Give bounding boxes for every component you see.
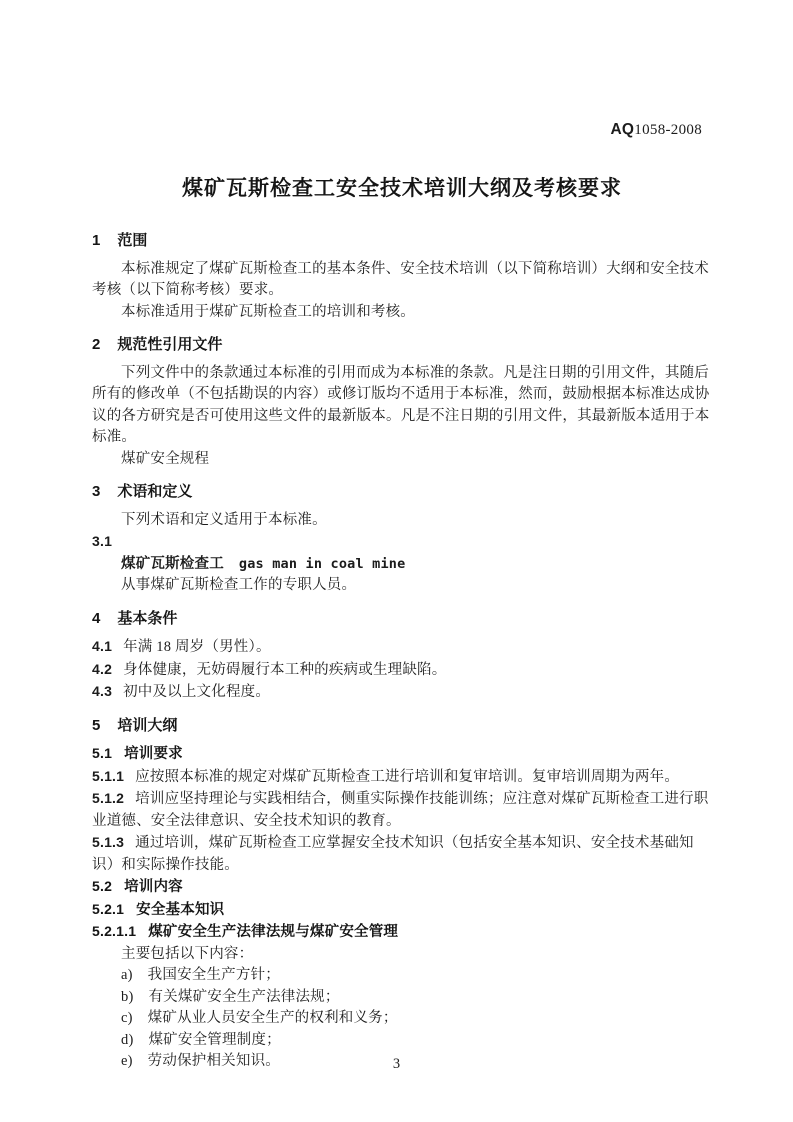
list-intro: 主要包括以下内容：	[121, 945, 254, 962]
section-basic-conditions-heading	[92, 608, 712, 630]
clause-number: 5.2.1.1	[92, 923, 137, 939]
section-number: 4	[92, 609, 101, 627]
term-definition: 从事煤矿瓦斯检查工作的专职人员。	[121, 577, 357, 593]
list-item-text: 有关煤矿安全生产法律法规；	[148, 988, 340, 1005]
clause-number: 5.1.3	[92, 834, 125, 850]
section-title: 基本条件	[117, 609, 178, 627]
paragraph: 本标准适用于煤矿瓦斯检查工的培训和考核。	[121, 303, 415, 320]
section-title: 术语和定义	[117, 483, 193, 500]
section-scope	[92, 230, 712, 323]
clause-4-3	[92, 681, 712, 704]
paragraph: 下列术语和定义适用于本标准。	[121, 511, 327, 528]
section-terms-definitions	[92, 481, 712, 597]
clause-number: 5.1.1	[92, 767, 125, 784]
list-item-a	[121, 965, 712, 987]
section-number: 2	[92, 336, 101, 353]
clause-5-1-3	[92, 832, 712, 876]
list-item-label: b)	[121, 988, 134, 1005]
subsection-title: 安全基本知识	[136, 901, 225, 918]
standard-code	[92, 0, 712, 139]
page-content	[92, 0, 712, 1073]
subsection-5-1-heading	[92, 743, 712, 766]
subsection-5-2-heading	[92, 876, 712, 899]
subsection-5-2-1-heading	[92, 899, 712, 922]
paragraph: 本标准规定了煤矿瓦斯检查工的基本条件、安全技术培训（以下简称培训）大纲和安全技术考核（以下简称考核）要求。	[92, 260, 709, 298]
list-item-label: d)	[121, 1031, 134, 1048]
section-number: 1	[92, 232, 101, 249]
section-training-outline-heading	[92, 715, 712, 737]
list-item-label: a)	[121, 967, 133, 983]
clause-number: 4.2	[92, 660, 113, 677]
section-title: 规范性引用文件	[117, 336, 223, 353]
term-item-number	[92, 531, 712, 554]
clause-number: 4.1	[92, 638, 113, 654]
list-item-text: 我国安全生产方针；	[147, 967, 280, 983]
list-item-d	[121, 1030, 712, 1052]
clause-4-2	[92, 659, 712, 682]
clause-number: 5.1.2	[92, 790, 125, 806]
clause-text: 应按照本标准的规定对煤矿瓦斯检查工进行培训和复审培训。复审培训周期为两年。	[135, 768, 680, 785]
list-item-label: e)	[121, 1053, 133, 1069]
clause-text: 培训应坚持理论与实践相结合，侧重实际操作技能训练；应注意对煤矿瓦斯检查工进行职业道德、安全法律意识、安全技术知识的教育。	[92, 791, 709, 829]
clause-5-1-2	[92, 788, 712, 832]
section-normative-references	[92, 334, 712, 470]
clause-number: 5.2.1	[92, 900, 125, 917]
term-line	[92, 554, 712, 576]
section-normative-references-heading	[92, 334, 712, 356]
clause-text: 初中及以上文化程度。	[123, 684, 271, 700]
list-item-text: 煤矿安全管理制度；	[148, 1031, 281, 1048]
list-item-text: 煤矿从业人员安全生产的权利和义务；	[147, 1010, 398, 1026]
clause-number: 5.2	[92, 878, 113, 894]
list-item-c	[121, 1008, 712, 1030]
clause-number: 5.1	[92, 745, 113, 761]
clause-text: 年满 18 周岁（男性）。	[123, 639, 271, 655]
subsection-5-2-1-1-heading	[92, 921, 712, 944]
document-title: 煤矿瓦斯检查工安全技术培训大纲及考核要求	[182, 177, 622, 200]
clause-number: 4.3	[92, 683, 113, 699]
clause-number: 3.1	[92, 533, 113, 549]
section-terms-definitions-heading	[92, 481, 712, 503]
section-number: 3	[92, 483, 101, 500]
clause-text: 身体健康，无妨碍履行本工种的疾病或生理缺陷。	[123, 661, 447, 678]
referenced-standard: 煤矿安全规程	[121, 450, 210, 467]
section-number: 5	[92, 716, 101, 734]
subsection-title: 煤矿安全生产法律法规与煤矿安全管理	[148, 924, 399, 940]
section-basic-conditions	[92, 608, 712, 704]
list-item-label: c)	[121, 1010, 133, 1026]
subsection-title: 培训内容	[124, 879, 183, 895]
subsection-title: 培训要求	[124, 746, 183, 762]
clause-5-1-1	[92, 766, 712, 789]
term-chinese: 煤矿瓦斯检查工	[121, 555, 224, 572]
section-title: 范围	[117, 232, 148, 249]
section-scope-heading	[92, 230, 712, 252]
term-english: gas man in coal mine	[238, 555, 406, 572]
standard-code-prefix: AQ	[610, 121, 635, 138]
list-item-b	[121, 987, 712, 1009]
section-title: 培训大纲	[117, 716, 178, 734]
clause-text: 通过培训，煤矿瓦斯检查工应掌握安全技术知识（包括安全基本知识、安全技术基础知识）和实际操作技能。	[92, 835, 694, 873]
paragraph: 下列文件中的条款通过本标准的引用而成为本标准的条款。凡是注日期的引用文件，其随后所有的修改单（不包括勘误的内容）或修订版均不适用于本标准，然而，鼓励根据本标准达成协议的各方研究是否可使用这些文件的最新版本。凡是不注日期的引用文件，其最新版本适用于本标准。	[92, 364, 710, 445]
page-number: 3	[392, 1056, 401, 1072]
clause-4-1	[92, 636, 712, 659]
list-item-text: 劳动保护相关知识。	[147, 1053, 280, 1069]
section-training-outline	[92, 715, 712, 1073]
standard-code-number: 1058-2008	[634, 122, 702, 138]
